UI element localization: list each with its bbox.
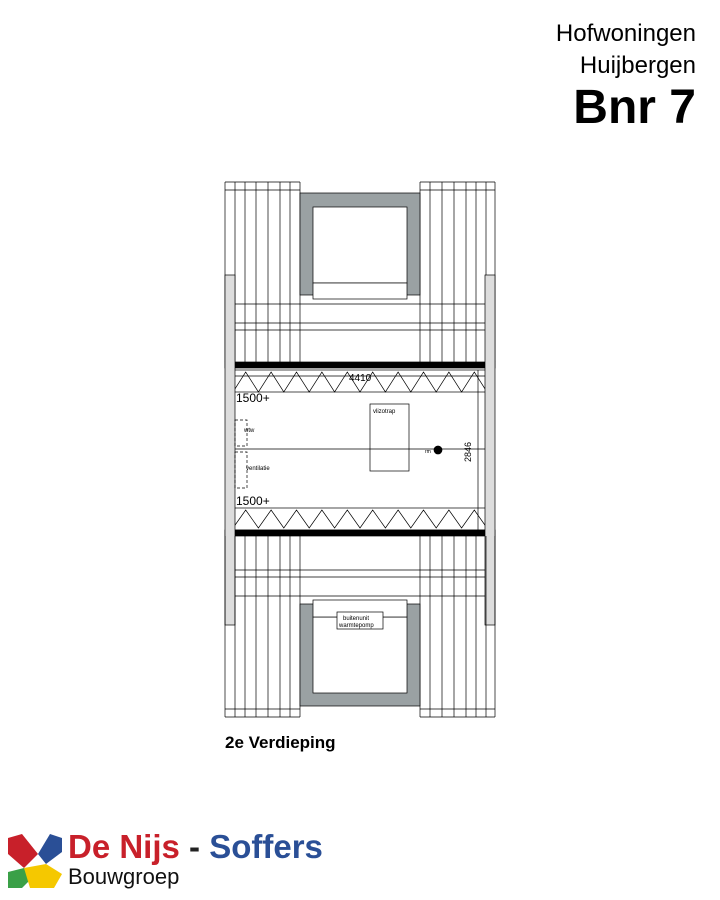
company-name: De Nijs - Soffers <box>68 828 323 865</box>
project-location: Huijbergen <box>579 52 696 79</box>
height-label-top: 1500+ <box>236 391 270 405</box>
company-subtitle: Bouwgroep <box>68 864 180 889</box>
company-logo-icon <box>8 834 62 888</box>
depth-dimension: 2846 <box>463 441 473 462</box>
height-label-bottom: 1500+ <box>236 494 270 508</box>
truss-zigzag <box>233 510 487 528</box>
heat-pump-label: warmtepomp <box>339 623 374 629</box>
lot-number: Bnr 7 <box>573 81 696 134</box>
outdoor-unit-label: buitenunit <box>343 616 370 622</box>
smoke-detector-label: rm <box>425 449 431 455</box>
ventilation-label: ventilatie <box>246 466 270 472</box>
project-name: Hofwoningen <box>555 20 696 47</box>
wtw-label: wtw <box>244 428 255 434</box>
stair-label: vlizotrap <box>373 409 396 415</box>
width-dimension: 4410 <box>349 373 372 384</box>
floor-caption: 2e Verdieping <box>225 733 336 752</box>
